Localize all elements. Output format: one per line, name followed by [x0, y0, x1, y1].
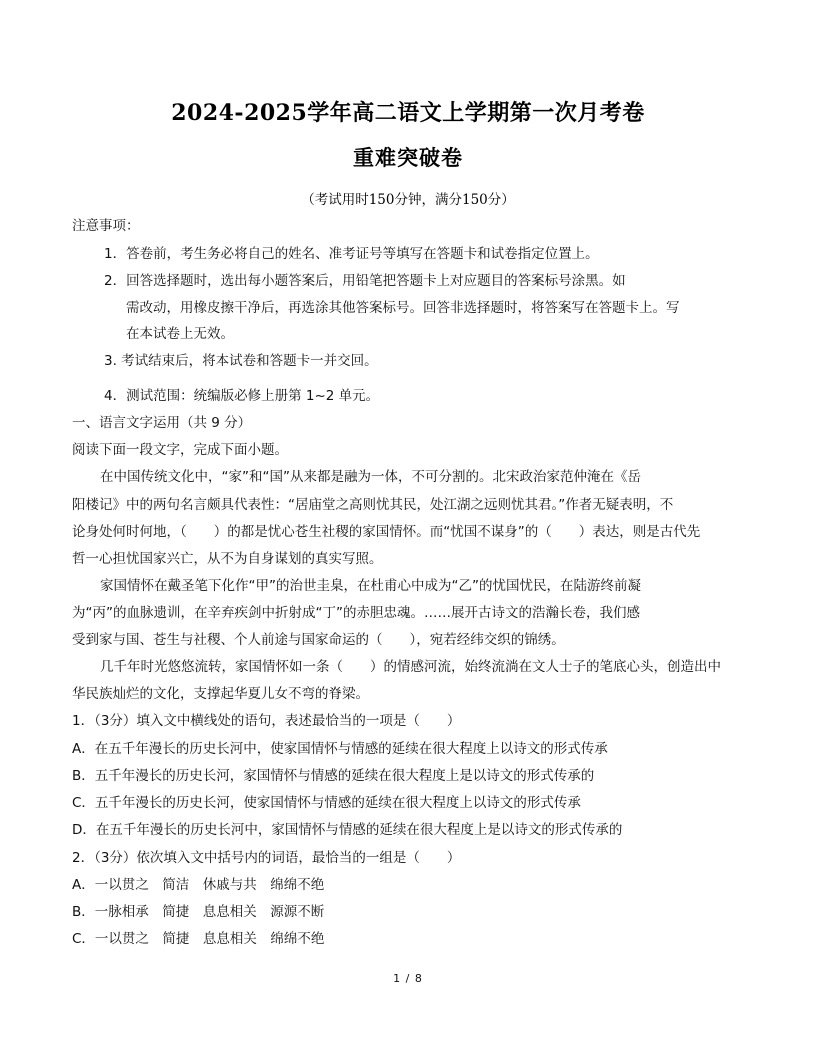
passage-p1-line-3: 论身处何时何地，（ ）的都是忧心苍生社稷的家国情怀。而“忧国不谋身”的（ ）表达，则是古代先 — [72, 524, 701, 540]
question-2-option-a: A．一以贯之 简洁 休戚与共 绵绵不绝 — [72, 877, 325, 893]
passage-p2-line-1: 家国情怀在戴圣笔下化作“甲”的治世圭臬，在杜甫心中成为“乙”的忧国忧民，在陆游终前凝 — [100, 578, 641, 594]
exam-info: （考试用时150分钟，满分150分） — [301, 192, 515, 208]
notice-item-2-line-2: 需改动，用橡皮擦干净后，再选涂其他答案标号。回答非选择题时，将答案写在答题卡上。写 — [126, 300, 680, 316]
passage-p1-line-4: 哲一心担忧国家兴亡，从不为自身谋划的真实写照。 — [72, 551, 383, 567]
notice-item-1: 1．答卷前，考生务必将自己的姓名、准考证号等填写在答题卡和试卷指定位置上。 — [104, 246, 599, 262]
exam-subtitle: 重难突破卷 — [353, 145, 463, 170]
section-heading: 一、语言文字运用（共 9 分） — [72, 415, 252, 431]
passage-p1-line-1: 在中国传统文化中，“家”和“国”从来都是融为一体，不可分割的。北宋政治家范仲淹在《岳 — [100, 469, 641, 485]
question-1-option-c: C．五千年漫长的历史长河，使家国情怀与情感的延续在很大程度上以诗文的形式传承 — [72, 795, 581, 811]
notice-heading: 注意事项： — [72, 218, 140, 234]
question-1-option-b: B．五千年漫长的历史长河，家国情怀与情感的延续在很大程度上是以诗文的形式传承的 — [72, 768, 595, 784]
question-2-option-c: C．一以贯之 简捷 息息相关 绵绵不绝 — [72, 931, 325, 947]
exam-title: 2024-2025学年高二语文上学期第一次月考卷 — [171, 100, 645, 126]
passage-p3-line-1: 几千年时光悠悠流转，家国情怀如一条（ ）的情感河流，始终流淌在文人士子的笔底心头，创造出中 — [100, 659, 721, 675]
passage-p2-line-3: 受到家与国、苍生与社稷、个人前途与国家命运的（ ），宛若经纬交织的锦绣。 — [72, 632, 565, 648]
notice-item-4: 4．测试范围：统编版必修上册第 1~2 单元。 — [104, 388, 380, 404]
question-1-option-d: D．在五千年漫长的历史长河中，家国情怀与情感的延续在很大程度上是以诗文的形式传承的 — [72, 822, 623, 838]
page-number: 1 / 8 — [393, 972, 423, 985]
question-2-stem: 2．（3分）依次填入文中括号内的词语，最恰当的一组是（ ） — [72, 850, 461, 866]
question-1-stem: 1．（3分）填入文中横线处的语句，表述最恰当的一项是（ ） — [72, 713, 461, 729]
passage-p3-line-2: 华民族灿烂的文化，支撑起华夏儿女不弯的脊梁。 — [72, 686, 369, 702]
notice-item-2-line-1: 2．回答选择题时，选出每小题答案后，用铅笔把答题卡上对应题目的答案标号涂黑。如 — [104, 273, 626, 289]
passage-p1-line-2: 阳楼记》中的两句名言颇具代表性：“居庙堂之高则忧其民，处江湖之远则忧其君。”作者无疑表明，不 — [72, 497, 674, 513]
section-instruction: 阅读下面一段文字，完成下面小题。 — [72, 442, 288, 458]
question-1-option-a: A．在五千年漫长的历史长河中，使家国情怀与情感的延续在很大程度上以诗文的形式传承 — [72, 741, 608, 757]
notice-item-3: 3. 考试结束后，将本试卷和答题卡一并交回。 — [104, 353, 378, 369]
question-2-option-b: B．一脉相承 简捷 息息相关 源源不断 — [72, 904, 325, 920]
notice-item-2-line-3: 在本试卷上无效。 — [126, 326, 234, 342]
passage-p2-line-2: 为“丙”的血脉遗训，在辛弃疾剑中折射成“丁”的赤胆忠魂。……展开古诗文的浩瀚长卷，我们感 — [72, 605, 640, 621]
